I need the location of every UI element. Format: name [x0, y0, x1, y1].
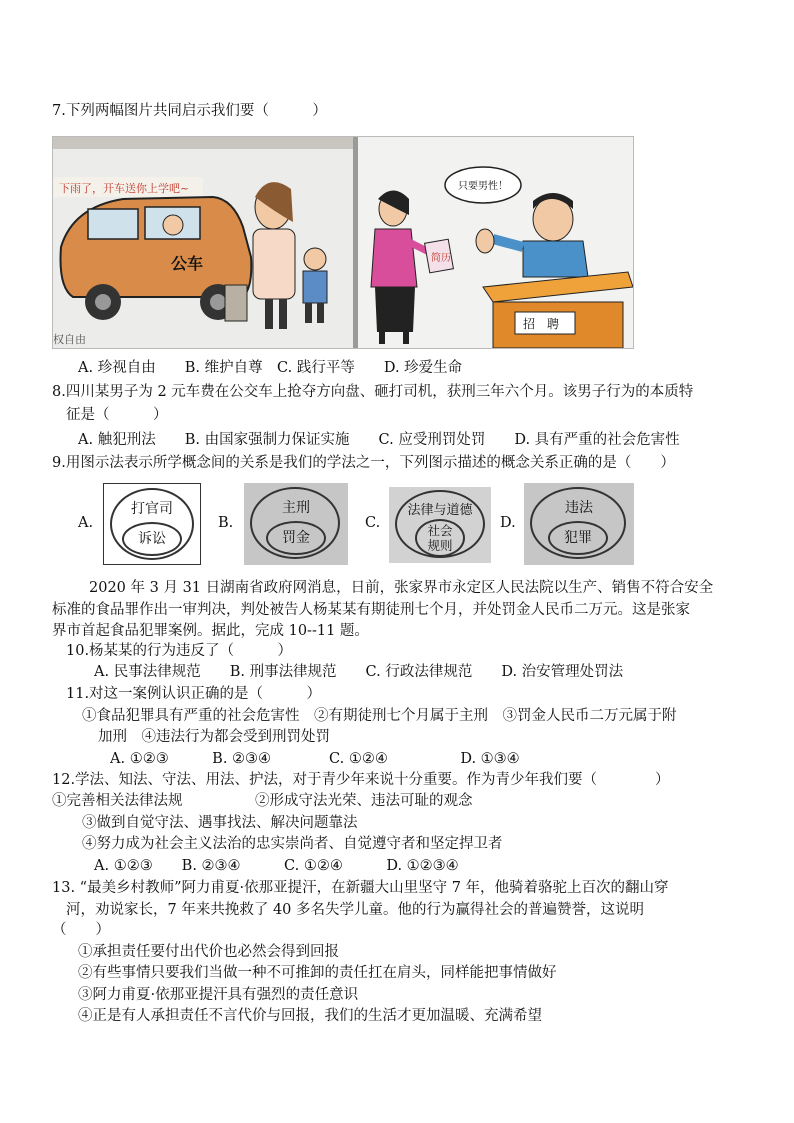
q9-stem: 9.用图示法表示所学概念间的关系是我们的学法之一，下列图示描述的概念关系正确的是（ ）: [52, 455, 675, 471]
q9-option-b-letter: B.: [218, 515, 234, 531]
q11-options: A. ①②③ B. ②③④ C. ①②④ D. ①③④: [110, 751, 520, 767]
q8-options: A. 触犯刑法 B. 由国家强制力保证实施 C. 应受刑罚处罚 D. 具有严重的社会危害性: [78, 432, 680, 448]
q8-stem-line1: 8.四川某男子为 2 元车费在公交车上抢夺方向盘、砸打司机，获刑三年六个月。该男子行为的本质特: [52, 384, 694, 400]
q7-left-caption: 下雨了，开车送你上学吧~: [59, 182, 190, 195]
q9-option-c-letter: C.: [365, 515, 381, 531]
q13-stem-line2: 河，劝说家长，7 年来共挽救了 40 多名失学儿童。他的行为赢得社会的普遍赞誉，这说明: [66, 902, 644, 918]
q12-stem: 12.学法、知法、守法、用法、护法，对于青少年来说十分重要。作为青少年我们要（ ）: [52, 772, 670, 788]
q9-option-a-letter: A.: [78, 515, 94, 531]
q7-resume-label: 简历: [431, 253, 451, 264]
q9-diagram-c-inner-label: 社会规则: [415, 519, 465, 557]
passage-line3: 界市首起食品犯罪案例。据此，完成 10--11 题。: [52, 623, 369, 639]
q7-picture: [52, 136, 634, 349]
passage-line1: 2020 年 3 月 31 日湖南省政府网消息，日前，张家界市永定区人民法院以生产、销售不符合安全: [89, 580, 714, 596]
q9-diagram-b: [244, 483, 348, 565]
q12-item4: ④努力成为社会主义法治的忠实崇尚者、自觉遵守者和坚定捍卫者: [82, 836, 503, 852]
q11-item-line1: ①食品犯罪具有严重的社会危害性 ②有期徒刑七个月属于主刑 ③罚金人民币二万元属于附: [82, 708, 677, 724]
q9-option-d-letter: D.: [500, 515, 516, 531]
q9-diagram-d-outer-label: 违法: [565, 500, 593, 516]
q13-item2: ②有些事情只要我们当做一种不可推卸的责任扛在肩头，同样能把事情做好: [78, 965, 557, 981]
q9-diagram-b-outer-label: 主刑: [282, 500, 310, 516]
q11-stem: 11.对这一案例认识正确的是（ ）: [66, 686, 322, 702]
q13-item1: ①承担责任要付出代价也必然会得到回报: [78, 944, 339, 960]
q7-options: A. 珍视自由 B. 维护自尊 C. 践行平等 D. 珍爱生命: [78, 360, 463, 376]
q12-item1-2: ①完善相关法律法规 ②形成守法光荣、违法可耻的观念: [52, 793, 473, 809]
q9-diagram-b-inner-label: 罚金: [266, 521, 326, 555]
q13-item3: ③阿力甫夏·依那亚提汗具有强烈的责任意识: [78, 987, 359, 1003]
q13-stem-line1: 13. “最美乡村教师”阿力甫夏·依那亚提汗，在新疆大山里坚守 7 年，他骑着骆驼上百次的翻山穿: [52, 880, 669, 896]
passage-line2: 标准的食品罪作出一审判决，判处被告人杨某某有期徒刑七个月，并处罚金人民币二万元。这是张家: [52, 602, 690, 618]
q7-speech-text: 只要男性！: [458, 181, 508, 192]
q7-bottom-cut-text: 权自由: [53, 333, 86, 346]
q7-desk-label: 招 聘: [523, 317, 560, 331]
q13-item4: ④正是有人承担责任不言代价与回报，我们的生活才更加温暖、充满希望: [78, 1008, 542, 1024]
q9-diagram-c: [389, 487, 491, 563]
q12-options: A. ①②③ B. ②③④ C. ①②④ D. ①②③④: [94, 858, 459, 874]
q7-stem: 7.下列两幅图片共同启示我们要（ ）: [52, 103, 327, 119]
q9-diagram-a-inner-label: 诉讼: [122, 522, 182, 556]
q8-stem-line2: 征是（ ）: [66, 407, 168, 423]
q9-diagram-a: [103, 483, 201, 565]
q11-item-line2: 加刑 ④违法行为都会受到刑罚处罚: [98, 729, 330, 745]
q9-diagram-c-outer-label: 法律与道德: [407, 503, 473, 518]
q13-stem-line3: （ ）: [52, 922, 110, 938]
q9-diagram-d: [524, 483, 634, 565]
q9-diagram-d-inner-label: 犯罪: [548, 521, 608, 555]
q7-car-label: 公车: [171, 254, 204, 273]
q12-item3: ③做到自觉守法、遇事找法、解决问题靠法: [82, 815, 358, 831]
q10-options: A. 民事法律规范 B. 刑事法律规范 C. 行政法律规范 D. 治安管理处罚法: [94, 664, 624, 680]
q10-stem: 10.杨某某的行为违反了（ ）: [66, 643, 293, 659]
q7-illustration: [53, 137, 633, 348]
q9-diagram-a-outer-label: 打官司: [131, 501, 173, 517]
